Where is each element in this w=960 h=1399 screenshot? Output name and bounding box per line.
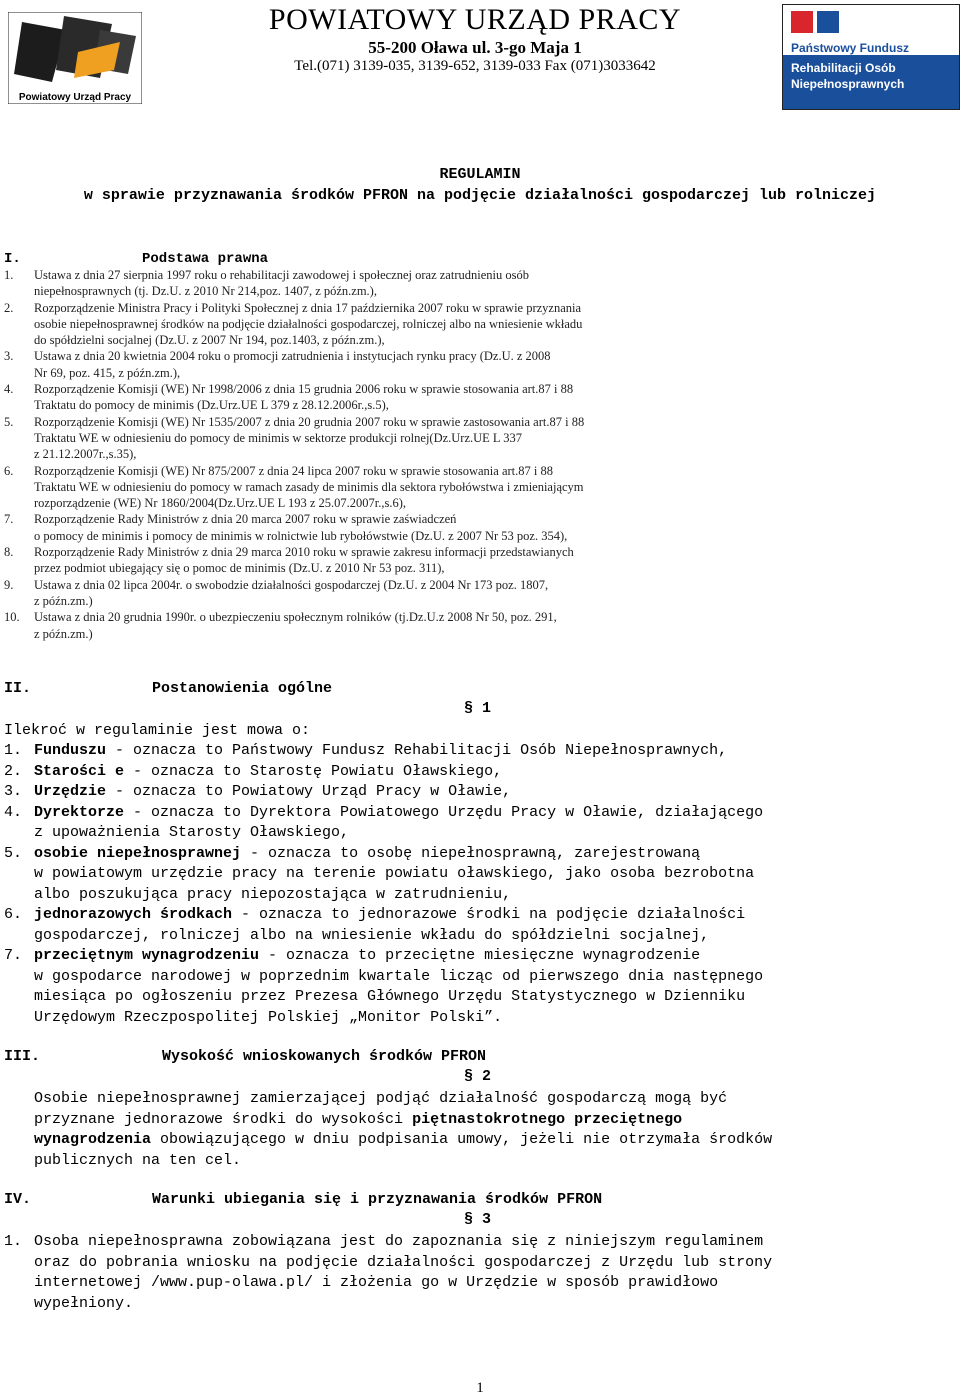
legal-basis-line: Rozporządzenie Ministra Pracy i Polityki Społecznej z dnia 17 października 2007 roku w sprawie przyznania bbox=[34, 300, 582, 315]
pfron-emblem-icon bbox=[783, 5, 959, 41]
legal-basis-number: 10. bbox=[4, 610, 20, 625]
legal-basis-item bbox=[4, 300, 956, 349]
pup-logo-caption: Powiatowy Urząd Pracy bbox=[18, 92, 132, 103]
legal-basis-item bbox=[4, 544, 956, 577]
definition-line bbox=[34, 905, 944, 926]
definition-term: osobie niepełnosprawnej bbox=[34, 844, 242, 862]
legal-basis-number: 5. bbox=[4, 414, 14, 429]
definition-text: - oznacza to Dyrektora Powiatowego Urzędu Pracy w Oławie, działającego bbox=[124, 803, 764, 821]
section-3-line-2 bbox=[34, 1110, 944, 1131]
section-3-line-3-emphasis: wynagrodzenia bbox=[34, 1131, 152, 1148]
definition-term: Funduszu bbox=[34, 742, 107, 759]
definition-text: - oznacza to Państwowy Fundusz Rehabilitacji Osób Niepełnosprawnych, bbox=[106, 742, 728, 759]
legal-basis-item bbox=[4, 414, 956, 463]
legal-basis-line: niepełnosprawnych (tj. Dz.U. z 2010 Nr 214,poz. 1407, z późn.zm.), bbox=[34, 284, 377, 299]
legal-basis-line: Traktatu WE w odniesieniu do pomocy de minimis w sektorze produkcji rolnej(Dz.Urz.UE L 337 bbox=[34, 430, 522, 445]
office-name: POWIATOWY URZĄD PRACY bbox=[268, 3, 682, 36]
section-4-title: Warunki ubiegania się i przyznawania środków PFRON bbox=[152, 1191, 603, 1208]
legal-basis-line: z późn.zm.) bbox=[34, 626, 93, 641]
definition-text: - oznacza to przeciętne miesięczne wynagrodzenie bbox=[259, 947, 701, 964]
definition-term: Starości e bbox=[34, 762, 125, 780]
definition-term: Dyrektorze bbox=[34, 803, 125, 821]
legal-basis-line: przez podmiot ubiegający się o pomoc de minimis (Dz.U. z 2010 Nr 53 poz. 311), bbox=[34, 561, 445, 576]
legal-basis-item bbox=[4, 609, 956, 642]
section-4-line: internetowej /www.pup-olawa.pl/ i złożenia go w Urzędzie w sposób prawidłowo bbox=[34, 1274, 719, 1291]
section-2-number: II. bbox=[4, 680, 32, 697]
section-1-number: I. bbox=[4, 251, 21, 267]
legal-basis-line: Traktatu WE w odniesieniu do pomocy w ramach zasady de minimis dla sektora rybołówstwa i zmieniającym bbox=[34, 479, 584, 494]
legal-basis-line: Nr 69, poz. 415, z późn.zm.), bbox=[34, 365, 181, 380]
pup-logo-graphic bbox=[8, 12, 142, 104]
legal-basis-list bbox=[4, 267, 956, 642]
definition-line bbox=[34, 741, 944, 762]
definition-term: przeciętnym wynagrodzeniu bbox=[34, 947, 260, 964]
legal-basis-line: Rozporządzenie Komisji (WE) Nr 875/2007 z dnia 24 lipca 2007 roku w sprawie stosowania art.87 i 88 bbox=[34, 463, 553, 478]
legal-basis-line: Traktatu do pomocy de minimis (Dz.Urz.UE L 379 z 28.12.2006r.,s.5), bbox=[34, 398, 389, 413]
definition-number: 5. bbox=[4, 844, 23, 862]
section-3-heading bbox=[4, 1048, 486, 1066]
definition-line bbox=[34, 782, 944, 803]
definition-text: - oznacza to jednorazowe środki na podjęcie działalności bbox=[232, 906, 746, 923]
definition-line: w gospodarce narodowej w poprzednim kwartale licząc od pierwszego dnia następnego bbox=[34, 967, 764, 985]
legal-basis-line: Rozporządzenie Komisji (WE) Nr 1998/2006 z dnia 15 grudnia 2006 roku w sprawie stosowania art.87 i 88 bbox=[34, 382, 574, 397]
section-3-body bbox=[34, 1089, 944, 1171]
definition-number: 1. bbox=[4, 742, 23, 759]
section-3-line-4: publicznych na ten cel. bbox=[34, 1151, 242, 1169]
section-3-line-2-text: przyznane jednorazowe środki do wysokości bbox=[34, 1110, 413, 1128]
legal-basis-item bbox=[4, 511, 956, 544]
pup-logo bbox=[8, 12, 142, 104]
legal-basis-number: 2. bbox=[4, 300, 14, 315]
legal-basis-number: 4. bbox=[4, 382, 14, 397]
legal-basis-number: 9. bbox=[4, 577, 14, 592]
definition-text: - oznacza to Starostę Powiatu Oławskiego, bbox=[124, 762, 503, 780]
definition-number: 3. bbox=[4, 783, 23, 800]
definition-line bbox=[34, 946, 944, 967]
document-subtitle: w sprawie przyznawania środków PFRON na podjęcie działalności gospodarczej lub rolniczej bbox=[83, 187, 877, 204]
pfron-logo-line1: Państwowy Fundusz bbox=[791, 41, 910, 55]
paragraph-3-sign: § 3 bbox=[464, 1211, 492, 1228]
page-number: 1 bbox=[476, 1380, 484, 1396]
legal-basis-number: 3. bbox=[4, 349, 14, 364]
legal-basis-line: z 21.12.2007r.,s.35), bbox=[34, 447, 137, 462]
section-4-item-1 bbox=[4, 1232, 944, 1314]
legal-basis-line: Rozporządzenie Rady Ministrów z dnia 20 marca 2007 roku w sprawie zaświadczeń bbox=[34, 512, 457, 527]
legal-basis-number: 1. bbox=[4, 268, 14, 282]
legal-basis-line: z późn.zm.) bbox=[34, 593, 93, 608]
document-title: REGULAMIN bbox=[439, 166, 521, 183]
legal-basis-line: Ustawa z dnia 20 grudnia 1990r. o ubezpieczeniu społecznym rolników (tj.Dz.U.z 2008 Nr 50, poz. 291, bbox=[34, 610, 557, 625]
legal-basis-line: Rozporządzenie Komisji (WE) Nr 1535/2007 z dnia 20 grudnia 2007 roku w sprawie zastosowania art.87 i 88 bbox=[34, 414, 585, 429]
definition-number: 6. bbox=[4, 906, 23, 923]
legal-basis-line: o pomocy de minimis i pomocy de minimis w rolnictwie lub rybołówstwie (Dz.U. z 2007 Nr 53 poz. 354), bbox=[34, 528, 568, 543]
legal-basis-item bbox=[4, 463, 956, 512]
section-3-line-3-text: obowiązującego w dniu podpisania umowy, jeżeli nie otrzymała środków bbox=[151, 1131, 773, 1148]
legal-basis-number: 7. bbox=[4, 512, 14, 527]
pfron-logo bbox=[782, 4, 960, 110]
legal-basis-line: Rozporządzenie Rady Ministrów z dnia 29 marca 2010 roku w sprawie zakresu informacji przedstawianych bbox=[34, 545, 574, 560]
legal-basis-line: rozporządzenie (WE) Nr 1860/2004(Dz.Urz.UE L 193 z 25.07.2007r.,s.6), bbox=[34, 496, 406, 511]
section-4-number: IV. bbox=[4, 1191, 32, 1208]
definition-line: z upoważnienia Starosty Oławskiego, bbox=[34, 824, 350, 841]
section-4-item bbox=[4, 1232, 944, 1314]
definition-line: w powiatowym urzędzie pracy na terenie powiatu oławskiego, jako osoba bezrobotna bbox=[34, 865, 755, 882]
legal-basis-line: Ustawa z dnia 02 lipca 2004r. o swobodzie działalności gospodarczej (Dz.U. z 2004 Nr 173 poz. 1807, bbox=[34, 577, 549, 592]
definition-item bbox=[4, 905, 944, 946]
definition-line: albo poszukująca pracy niepozostająca w zatrudnieniu, bbox=[34, 885, 512, 903]
section-3-line-3 bbox=[34, 1130, 944, 1151]
legal-basis-item bbox=[4, 381, 956, 414]
definition-item bbox=[4, 946, 944, 1028]
section-4-line: wypełniony. bbox=[34, 1294, 134, 1312]
section-2-title: Postanowienia ogólne bbox=[152, 680, 333, 697]
section-3-line-1: Osobie niepełnosprawnej zamierzającej podjąć działalność gospodarczą mogą być bbox=[34, 1090, 728, 1107]
definitions-list bbox=[4, 741, 944, 1028]
definition-item bbox=[4, 741, 944, 762]
definition-text: - oznacza to Powiatowy Urząd Pracy w Oławie, bbox=[106, 783, 512, 800]
pfron-logo-line3: Niepełnosprawnych bbox=[791, 77, 905, 91]
definition-line: Urzędowym Rzeczpospolitej Polskiej „Monitor Polski”. bbox=[34, 1008, 503, 1026]
paragraph-1-sign: § 1 bbox=[464, 700, 492, 717]
section-4-heading bbox=[4, 1191, 602, 1209]
definition-line bbox=[34, 803, 944, 824]
pfron-logo-line2: Rehabilitacji Osób bbox=[791, 61, 896, 75]
section-4-item-number: 1. bbox=[4, 1233, 23, 1250]
legal-basis-line: Ustawa z dnia 20 kwietnia 2004 roku o promocji zatrudnienia i instytucjach rynku pracy (Dz.U. z 2008 bbox=[34, 349, 551, 364]
legal-basis-line: do spółdzielni socjalnej (Dz.U. z 2007 Nr 194, poz.1403, z późn.zm.), bbox=[34, 333, 385, 348]
office-phones: Tel.(071) 3139-035, 3139-652, 3139-033 Fax (071)3033642 bbox=[294, 58, 656, 74]
letterhead bbox=[0, 0, 960, 112]
section-2-heading bbox=[4, 680, 332, 698]
definition-term: jednorazowych środkach bbox=[34, 906, 233, 923]
definition-number: 7. bbox=[4, 947, 23, 964]
section-4-line: oraz do pobrania wniosku na podjęcie działalności gospodarczej z Urzędu lub strony bbox=[34, 1253, 773, 1271]
definitions-intro: Ilekroć w regulaminie jest mowa o: bbox=[4, 722, 311, 739]
definition-term: Urzędzie bbox=[34, 783, 107, 800]
definition-number: 4. bbox=[4, 803, 23, 821]
paragraph-2-sign: § 2 bbox=[464, 1068, 492, 1085]
legal-basis-line: osobie niepełnosprawnej środków na podjęcie działalności gospodarczej, rolniczej albo na wniesienie wkładu bbox=[34, 316, 583, 331]
definition-line: gospodarczej, rolniczej albo na wniesienie wkładu do spółdzielni socjalnej, bbox=[34, 926, 710, 944]
section-4-line: Osoba niepełnosprawna zobowiązana jest do zapoznania się z niniejszym regulaminem bbox=[34, 1233, 764, 1250]
section-1-title: Podstawa prawna bbox=[142, 251, 269, 267]
legal-basis-number: 8. bbox=[4, 545, 14, 560]
definition-number: 2. bbox=[4, 762, 23, 780]
legal-basis-item bbox=[4, 577, 956, 610]
office-address: 55-200 Oława ul. 3-go Maja 1 bbox=[368, 38, 582, 57]
definition-item bbox=[4, 762, 944, 783]
legal-basis-number: 6. bbox=[4, 463, 14, 478]
legal-basis-item bbox=[4, 348, 956, 381]
definition-text: - oznacza to osobę niepełnosprawną, zarejestrowaną bbox=[241, 844, 701, 862]
section-3-number: III. bbox=[4, 1048, 41, 1065]
legal-basis-line: Ustawa z dnia 27 sierpnia 1997 roku o rehabilitacji zawodowej i społecznej oraz zatrudnieniu osób bbox=[34, 268, 529, 282]
definition-line bbox=[34, 844, 944, 865]
section-1-heading bbox=[4, 251, 268, 267]
legal-basis-item bbox=[4, 267, 956, 300]
definition-line bbox=[34, 762, 944, 783]
section-3-line-2-emphasis: piętnastokrotnego przeciętnego bbox=[412, 1110, 683, 1128]
definition-item bbox=[4, 782, 944, 803]
definition-item bbox=[4, 844, 944, 906]
section-3-title: Wysokość wnioskowanych środków PFRON bbox=[162, 1048, 487, 1065]
definition-item bbox=[4, 803, 944, 844]
definition-line: miesiąca po ogłoszeniu przez Prezesa Głównego Urzędu Statystycznego w Dzienniku bbox=[34, 988, 746, 1005]
